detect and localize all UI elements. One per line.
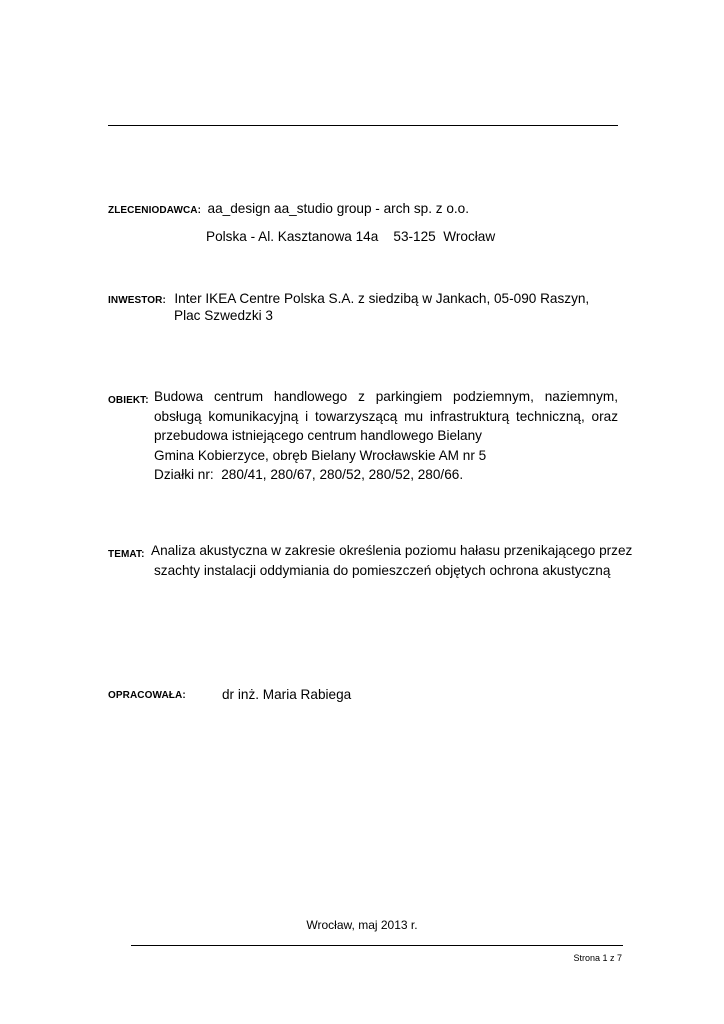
investor-line-2: Plac Szwedzki 3 [174, 308, 273, 323]
object-line-4: Gmina Kobierzyce, obręb Bielany Wrocławskie AM nr 5 [154, 447, 487, 463]
object-label-row [108, 390, 149, 408]
top-divider [108, 125, 618, 126]
object-line-5: Działki nr: 280/41, 280/67, 280/52, 280/52, 280/66. [154, 467, 464, 483]
object-line-2: obsługą komunikacyjną i towarzyszącą mu infrastrukturą techniczną, oraz [154, 408, 618, 424]
place-date: Wrocław, maj 2013 r. [306, 918, 418, 932]
topic-label-row [108, 544, 145, 562]
author-label: OPRACOWAŁA: [108, 690, 186, 701]
object-label: OBIEKT: [108, 395, 149, 406]
investor-label: INWESTOR: [108, 295, 166, 306]
topic-description [151, 541, 632, 580]
client-row [108, 200, 469, 218]
topic-line-2: szachty instalacji oddymiania do pomieszczeń objętych ochrona akustyczną [154, 562, 611, 578]
client-name: aa_design aa_studio group - arch sp. z o.o. [207, 201, 469, 216]
client-address: Polska - Al. Kasztanowa 14a 53-125 Wrocław [206, 229, 496, 244]
topic-label: TEMAT: [108, 549, 145, 560]
object-description [154, 387, 618, 485]
topic-line-1: Analiza akustyczna w zakresie określenia poziomu hałasu przenikającego przez [151, 543, 633, 558]
author-name: dr inż. Maria Rabiega [222, 687, 352, 702]
client-label: ZLECENIODAWCA: [108, 205, 202, 216]
footer-divider [131, 945, 623, 946]
page-number: Strona 1 z 7 [573, 953, 622, 963]
investor-row [108, 290, 589, 308]
object-line-1: Budowa centrum handlowego z parkingiem podziemnym, naziemnym, [154, 389, 618, 404]
investor-line-1: Inter IKEA Centre Polska S.A. z siedzibą w Jankach, 05-090 Raszyn, [174, 291, 590, 306]
object-line-3: przebudowa istniejącego centrum handlowego Bielany [154, 428, 482, 444]
